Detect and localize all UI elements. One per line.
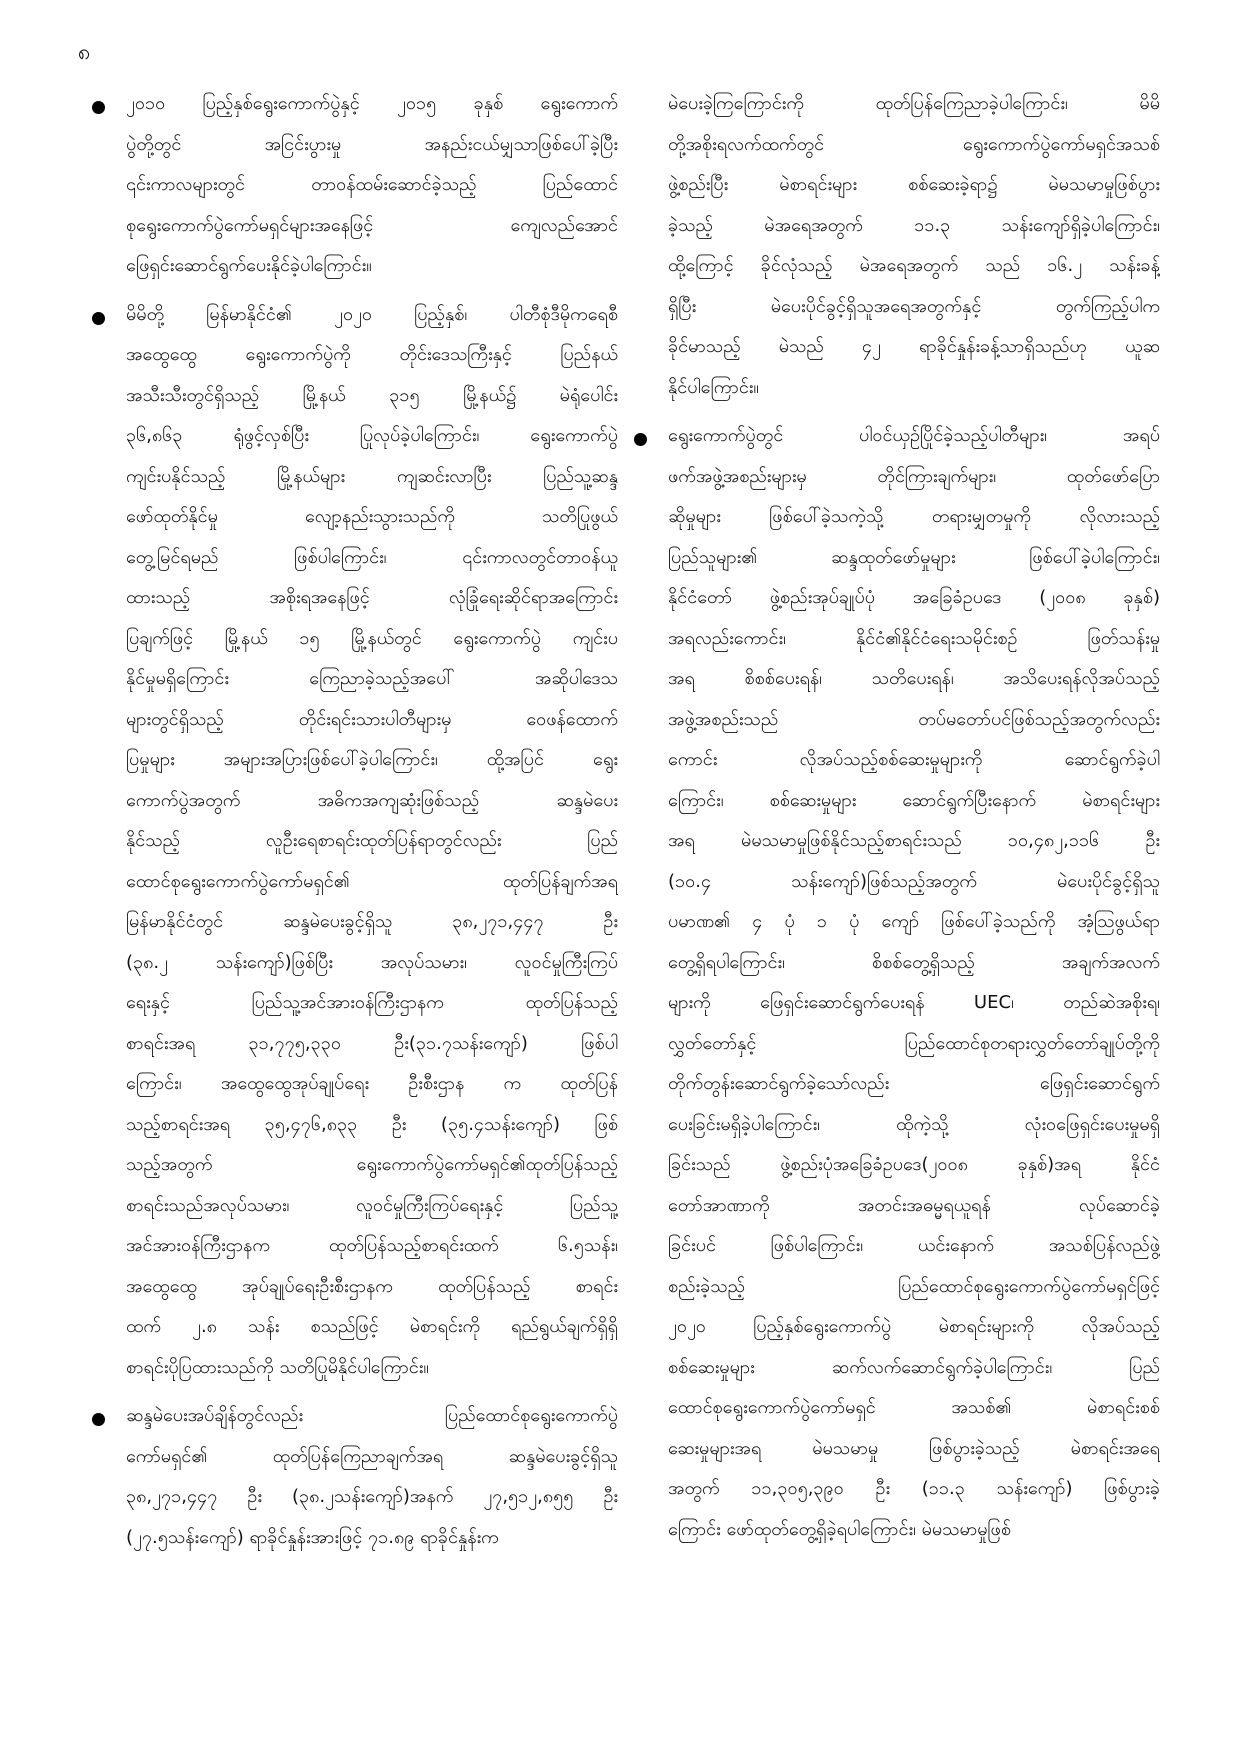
text-line: နိုင်သည့် လူဦးရေစာရင်းထုတ်ပြန်ရာတွင်လည်း ပြည်	[126, 830, 618, 851]
text-line: နိုင်ပါကြောင်း။	[668, 376, 759, 398]
text-line: နိုင်ငံတော် ဖွဲ့စည်းအုပ်ချုပ်ပုံ အခြေခံဥပဒေ (၂၀၀၈ ခုနှစ်)	[668, 587, 1160, 608]
page-number: ၈	[78, 40, 91, 65]
text-line: ထောင်စုရွေးကောက်ပွဲကော်မရှင်၏ ထုတ်ပြန်ချက်အရ	[126, 870, 618, 892]
text-line: ဆန္ဒမဲပေးအပ်ချိန်တွင်လည်း ပြည်ထောင်စုရွေးကောက်ပွဲ	[126, 1405, 618, 1426]
text-line: ခြင်းပင် ဖြစ်ပါကြောင်း၊ ယင်းနောက် အသစ်ပြန်လည်ဖွဲ့	[668, 1235, 1160, 1256]
text-line: တွေ့ရှိရပါကြောင်း၊ စိစစ်တွေ့ရှိသည့် အချက်အလက်	[668, 951, 1160, 973]
bullet-paragraph	[632, 416, 1160, 1550]
text-line: ခဲ့သည့် မဲအရေအတွက် ၁၁.၃ သန်းကျော်ရှိခဲ့ပါကြောင်း၊	[668, 214, 1160, 236]
text-line: ၃၆,၈၆၃ ရုံဖွင့်လှစ်ပြီး ပြုလုပ်ခဲ့ပါကြောင်း၊ ရွေးကောက်ပွဲ	[126, 425, 618, 446]
text-line: (၂၇.၅သန်းကျော်) ရာခိုင်နှုန်းအားဖြင့် ၇၁.၈၉ ရာခိုင်နှုန်းက	[126, 1526, 499, 1548]
text-line: အရ မဲမသမာမှုဖြစ်နိုင်သည့်စာရင်းသည် ၁၀,၄၈၂,၁၁၆ ဦး	[668, 830, 1160, 851]
text-line: အထွေထွေ ရွေးကောက်ပွဲကို တိုင်းဒေသကြီးနှင့် ပြည်နယ်	[126, 344, 618, 365]
text-line: များတွင်ရှိသည့် တိုင်းရင်းသားပါတီများမှ ဝေဖန်ထောက်	[126, 708, 618, 730]
text-line: စာရင်းသည်အလုပ်သမား၊ လူဝင်မှုကြီးကြပ်ရေးနှင့် ပြည်သူ့	[126, 1194, 618, 1216]
text-line: ဖော်ထုတ်နိုင်မှု လျော့နည်းသွားသည်ကို သတိပြုဖွယ်	[126, 506, 618, 527]
text-line: တွေ့မြင်ရမည် ဖြစ်ပါကြောင်း၊ ၎င်းကာလတွင်တာဝန်ယူ	[126, 546, 618, 568]
text-line: ၂၀၁၀ ပြည့်နှစ်ရွေးကောက်ပွဲနှင့် ၂၀၁၅ ခုနှစ် ရွေးကောက်	[126, 93, 618, 114]
text-line: ၎င်းကာလများတွင် တာဝန်ထမ်းဆောင်ခဲ့သည့် ပြည်ထောင်	[126, 174, 618, 195]
bullet-paragraph	[90, 1396, 618, 1558]
text-line: စာရင်းပိုပြထားသည်ကို သတိပြုမိနိုင်ပါကြောင်း။	[126, 1356, 429, 1378]
text-line: ရှိပြီး မဲပေးပိုင်ခွင့်ရှိသူအရေအတွက်နှင့် တွက်ကြည့်ပါက	[668, 295, 1160, 317]
text-line: ဖွဲ့စည်းပြီး မဲစာရင်းများ စစ်ဆေးခဲ့ရာ၌ မဲမသမာမှုဖြစ်ပွား	[668, 174, 1160, 195]
left-column	[90, 84, 618, 1566]
text-line: တော်အာဏာကို အတင်းအဓမ္မရယူရန် လုပ်ဆောင်ခဲ့	[668, 1194, 1160, 1216]
text-line: (၁၀.၄ သန်းကျော်)ဖြစ်သည့်အတွက် မဲပေးပိုင်ခွင့်ရှိသူ	[668, 870, 1160, 892]
text-line: ထို့ကြောင့် ခိုင်လုံသည့် မဲအရေအတွက် သည် ၁၆.၂ သန်းခန့်	[668, 255, 1160, 276]
text-line: မြန်မာနိုင်ငံတွင် ဆန္ဒမဲပေးခွင့်ရှိသူ ၃၈,၂၇၁,၄၄၇ ဦး	[126, 911, 618, 932]
text-line: ပြမှုများ အများအပြားဖြစ်ပေါ်ခဲ့ပါကြောင်း၊ ထို့အပြင် ရွေး	[126, 749, 618, 770]
text-line: ဆိုမှုများ ဖြစ်ပေါ်ခဲ့သကဲ့သို့ တရားမျှတမှုကို လိုလားသည့်	[668, 506, 1160, 527]
text-line: တိုက်တွန်းဆောင်ရွက်ခဲ့သော်လည်း ဖြေရှင်းဆောင်ရွက်	[668, 1073, 1160, 1094]
bullet-icon	[634, 433, 647, 446]
text-line: ထားသည့် အစိုးရအနေဖြင့် လုံခြုံရေးဆိုင်ရာအကြောင်း	[126, 587, 618, 608]
text-line: ကောင်း လိုအပ်သည့်စစ်ဆေးမှုများကို ဆောင်ရွက်ခဲ့ပါ	[668, 749, 1160, 770]
text-line: အတွက် ၁၁,၃၀၅,၃၉၀ ဦး (၁၁.၃ သန်းကျော်) ဖြစ်ပွားခဲ့	[668, 1478, 1160, 1499]
text-line: သည့်အတွက် ရွေးကောက်ပွဲကော်မရှင်၏ထုတ်ပြန်သည့်	[126, 1154, 618, 1175]
text-line: တို့အစိုးရလက်ထက်တွင် ရွေးကောက်ပွဲကော်မရှင်အသစ်	[668, 133, 1160, 155]
text-line: ဖြေရှင်းဆောင်ရွက်ပေးနိုင်ခဲ့ပါကြောင်း။	[126, 255, 372, 276]
text-line: ခိုင်မာသည့် မဲသည် ၄၂ ရာခိုင်နှုန်းခန့်သာရှိသည်ဟု ယူဆ	[668, 336, 1160, 357]
text-line: ကျင်းပနိုင်သည့် မြို့နယ်များ ကျဆင်းလာပြီး ပြည်သူ့ဆန္ဒ	[126, 465, 618, 487]
bullet-icon	[92, 1413, 105, 1426]
text-line: စာရင်းအရ ၃၁,၇၇၅,၃၃၀ ဦး(၃၁.၇သန်းကျော်) ဖြစ်ပါ	[126, 1032, 618, 1054]
text-line: ပြည်သူများ၏ ဆန္ဒထုတ်ဖော်မှုများ ဖြစ်ပေါ်ခဲ့ပါကြောင်း၊	[668, 546, 1160, 568]
text-line: ပွဲတို့တွင် အငြင်းပွားမှု အနည်းငယ်မျှသာဖြစ်ပေါ်ခဲ့ပြီး	[126, 133, 618, 155]
text-line: ခြင်းသည် ဖွဲ့စည်းပုံအခြေခံဥပဒေ(၂၀၀၈ ခုနှစ်)အရ နိုင်ငံ	[668, 1154, 1160, 1175]
text-line: စည်းခဲ့သည့် ပြည်ထောင်စုရွေးကောက်ပွဲကော်မရှင်ဖြင့်	[668, 1275, 1160, 1297]
text-line: စုရွေးကောက်ပွဲကော်မရှင်များအနေဖြင့် ကျေလည်အောင်	[126, 214, 618, 236]
text-line: များကို ဖြေရှင်းဆောင်ရွက်ပေးရန် UEC၊ တည်ဆဲအစိုးရ၊	[668, 992, 1160, 1013]
text-line: အရလည်းကောင်း၊ နိုင်ငံ၏နိုင်ငံရေးသမိုင်းစဉ် ဖြတ်သန်းမှု	[668, 627, 1160, 649]
text-line: ပမာဏ၏ ၄ ပုံ ၁ ပုံ ကျော် ဖြစ်ပေါ်ခဲ့သည်ကို အံ့ဩဖွယ်ရာ	[668, 911, 1160, 932]
bullet-paragraph	[90, 295, 618, 1389]
continued-paragraph	[632, 84, 1160, 408]
bullet-paragraph	[90, 84, 618, 287]
text-line: ရွေးကောက်ပွဲတွင် ပါဝင်ယှဉ်ပြိုင်ခဲ့သည့်ပါတီများ၊ အရပ်	[668, 425, 1160, 446]
text-line: အထွေထွေ အုပ်ချုပ်ရေးဦးစီးဌာနက ထုတ်ပြန်သည့် စာရင်း	[126, 1275, 618, 1297]
text-line: (၃၈.၂ သန်းကျော်)ဖြစ်ပြီး အလုပ်သမား၊ လူဝင်မှုကြီးကြပ်	[126, 951, 618, 973]
text-line: ပေးခြင်းမရှိခဲ့ပါကြောင်း၊ ထိုကဲ့သို့ လုံးဝဖြေရှင်းပေးမှုမရှိ	[668, 1113, 1160, 1135]
text-line: လွှတ်တော်နှင့် ပြည်ထောင်စုတရားလွှတ်တော်ချုပ်တို့ကို	[668, 1032, 1160, 1054]
text-line: ဖက်အဖွဲ့အစည်းများမှ တိုင်ကြားချက်များ၊ ထုတ်ဖော်ပြော	[668, 465, 1160, 487]
text-line: အရ စိစစ်ပေးရန်၊ သတိပေးရန်၊ အသိပေးရန်လိုအပ်သည့်	[668, 668, 1160, 689]
text-line: မဲပေးခဲ့ကြကြောင်းကို ထုတ်ပြန်ကြေညာခဲ့ပါကြောင်း၊ မိမိ	[668, 93, 1160, 114]
text-line: ကြောင်း ဖော်ထုတ်တွေ့ရှိခဲ့ရပါကြောင်း၊ မဲမသမာမှုဖြစ်	[668, 1518, 1011, 1540]
text-line: ကောက်ပွဲအတွက် အဓိကအကျဆုံးဖြစ်သည့် ဆန္ဒမဲပေး	[126, 789, 618, 811]
text-line: ထက် ၂.၈ သန်း စသည်ဖြင့် မဲစာရင်းကို ရည်ရွယ်ချက်ရှိရှိ	[126, 1316, 618, 1337]
bullet-icon	[92, 101, 105, 114]
text-line: ထောင်စုရွေးကောက်ပွဲကော်မရှင် အသစ်၏ မဲစာရင်းစစ်	[668, 1397, 1160, 1418]
text-line: အဖွဲ့အစည်းသည် တပ်မတော်ပင်ဖြစ်သည့်အတွက်လည်း	[668, 708, 1160, 730]
text-line: ကြောင်း၊ အထွေထွေအုပ်ချုပ်ရေး ဦးစီးဌာန က ထုတ်ပြန်	[126, 1073, 618, 1094]
text-line: ၂၀၂၀ ပြည့်နှစ်ရွေးကောက်ပွဲ မဲစာရင်းများကို လိုအပ်သည့်	[668, 1316, 1160, 1337]
text-line: နိုင်မှုမရှိကြောင်း ကြေညာခဲ့သည့်အပေါ် အဆိုပါဒေသ	[126, 668, 618, 689]
text-line: ၃၈,၂၇၁,၄၄၇ ဦး (၃၈.၂သန်းကျော်)အနက် ၂၇,၅၁၂,၈၅၅ ဦး	[126, 1486, 618, 1507]
text-line: အင်အားဝန်ကြီးဌာနက ထုတ်ပြန်သည့်စာရင်းထက် ၆.၅သန်း၊	[126, 1235, 618, 1256]
text-line: ကော်မရှင်၏ ထုတ်ပြန်ကြေညာချက်အရ ဆန္ဒမဲပေးခွင့်ရှိသူ	[126, 1445, 618, 1467]
text-line: သည့်စာရင်းအရ ၃၅,၄၇၆,၈၃၃ ဦး (၃၅.၄သန်းကျော်) ဖြစ်	[126, 1113, 618, 1135]
text-line: စစ်ဆေးမှုများ ဆက်လက်ဆောင်ရွက်ခဲ့ပါကြောင်း၊ ပြည်	[668, 1356, 1160, 1378]
text-line: မိမိတို့ မြန်မာနိုင်ငံ၏ ၂၀၂၀ ပြည့်နှစ်၊ ပါတီစုံဒီမိုကရေစီ	[126, 303, 618, 325]
right-column	[632, 84, 1160, 1558]
text-line: ကြောင်း၊ စစ်ဆေးမှုများ ဆောင်ရွက်ပြီးနောက် မဲစာရင်းများ	[668, 789, 1160, 811]
text-line: ရေးနှင့် ပြည်သူ့အင်အားဝန်ကြီးဌာနက ထုတ်ပြန်သည့်	[126, 992, 618, 1013]
text-line: အသီးသီးတွင်ရှိသည့် မြို့နယ် ၃၁၅ မြို့နယ်၌ မဲရုံပေါင်း	[126, 384, 618, 406]
text-line: ပြချက်ဖြင့် မြို့နယ် ၁၅ မြို့နယ်တွင် ရွေးကောက်ပွဲ ကျင်းပ	[126, 627, 618, 649]
text-line: ဆေးမှုများအရ မဲမသမာမှု ဖြစ်ပွားခဲ့သည့် မဲစာရင်းအရေ	[668, 1437, 1160, 1459]
bullet-icon	[92, 312, 105, 325]
